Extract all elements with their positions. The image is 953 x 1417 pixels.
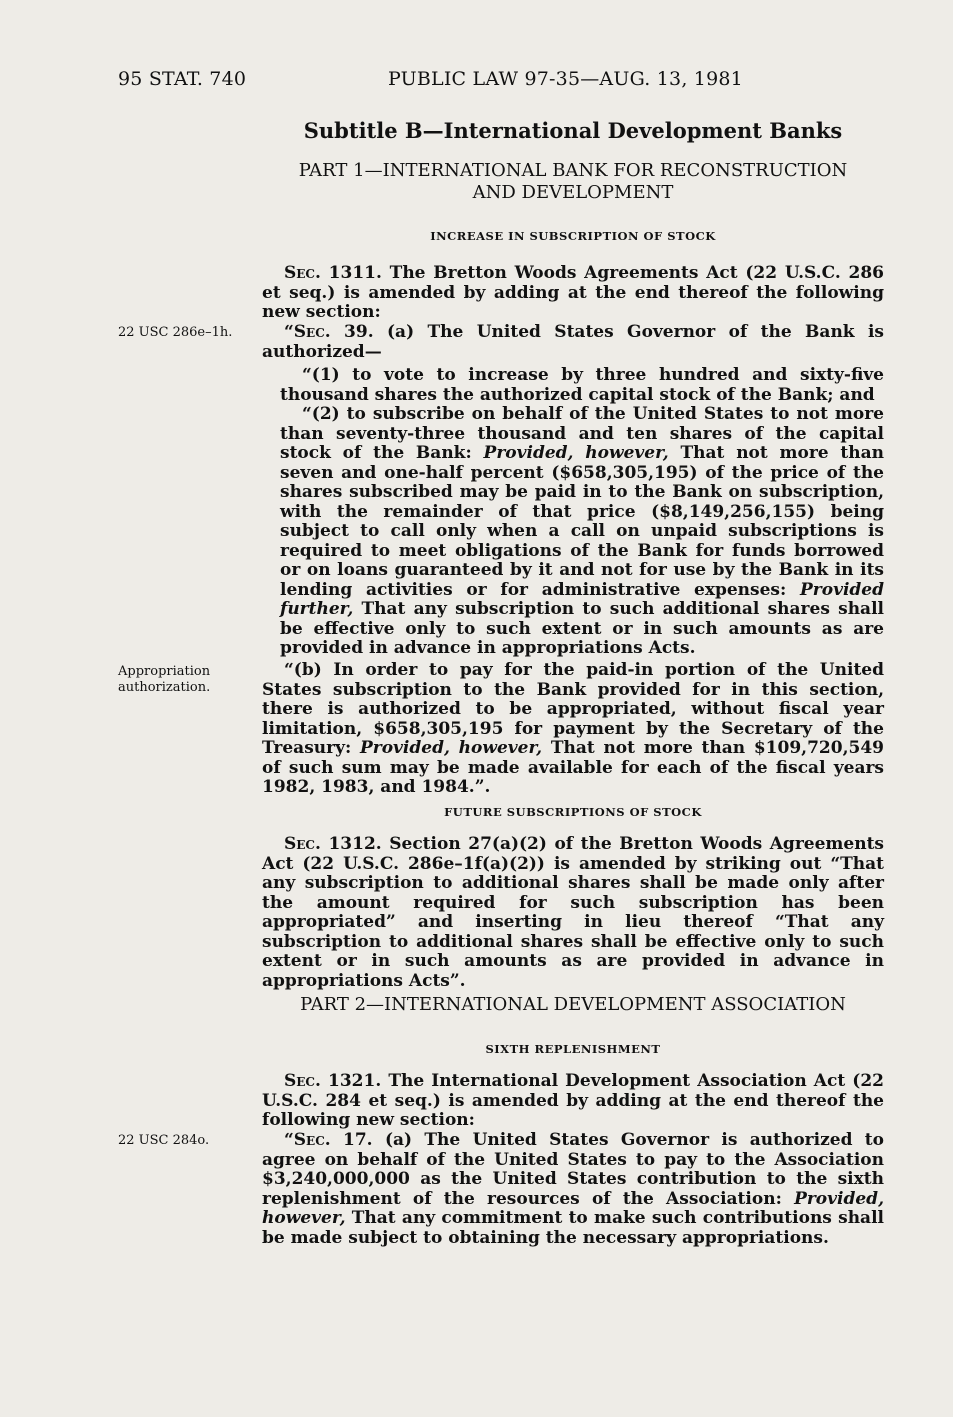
margin-note-line2: authorization. [118,680,211,695]
margin-note-line1: Appropriation [118,664,211,679]
section-caption-future: FUTURE SUBSCRIPTIONS OF STOCK [444,805,702,819]
section-caption-increase: INCREASE IN SUBSCRIPTION OF STOCK [430,229,716,243]
part1-heading-line1: PART 1—INTERNATIONAL BANK FOR RECONSTRUCTION [298,160,848,181]
sec-17-paragraph [262,1131,884,1248]
item-2-proviso-2: Provided further, [280,579,884,619]
sec-1321-paragraph [262,1072,884,1131]
item-2-c: That any subscription to such additional shares shall be effective only to such extent or in such amounts as are provided in advance in appropriations Acts. [280,599,884,658]
item-2 [280,405,884,659]
sec-label: Sec. [284,1071,321,1091]
sec-1311-paragraph [262,264,884,323]
sec-39b-proviso: Provided, however, [359,738,543,758]
part1-heading-line2: AND DEVELOPMENT [472,182,674,203]
sec-1312-text: 1312. Section 27(a)(2) of the Bretton Woods Agreements Act (22 U.S.C. 286e–1f(a)(2)) is amended by striking out “That any subscription to additional shares shall be made only after the amount required for such subscription has been appropriated” and inserting in lieu thereof “That any subscription to additional shares shall be effective only to such extent or in such amounts as are provided in advance in appropriations Acts”. [262,834,884,991]
sec-label: “Sec. [284,322,331,342]
margin-note-usc-286e: 22 USC 286e–1h. [118,325,233,340]
subtitle-heading: Subtitle B—International Development Banks [303,118,843,143]
sec-label: Sec. [284,834,321,854]
sec-17-proviso: Provided, however, [262,1188,884,1228]
sec-39-paragraph [262,323,884,362]
item-1: “(1) to vote to increase by three hundred and sixty-five thousand shares the authorized capital stock of the Bank; and [280,365,884,405]
sec-39b-a: “(b) In order to pay for the paid-in portion of the United States subscription to the Bank provided for in this section, there is authorized to be appropriated, without fiscal year limitation, $658,305,195 for payment by the Secretary of the Treasury: [262,660,884,758]
sec-39-text: 39. (a) The United States Governor of the Bank is authorized— [262,322,884,362]
sec-17-b: That any commitment to make such contributions shall be made subject to obtaining the necessary appropriations. [262,1208,884,1248]
sec-1312-paragraph [262,835,884,991]
item-2-a: “(2) to subscribe on behalf of the United States to not more than seventy-three thousand and ten shares of the capital stock of the Bank: [280,404,884,463]
item-2-b: That not more than seven and one-half percent ($658,305,195) of the price of the shares subscribed may be paid in to the Bank on subscription, with the remainder of that price ($8,149,256,155) being subject to call only when a call on unpaid subscriptions is required to meet obligations of the Bank for funds borrowed or on loans guaranteed by it and not for use by the Bank in its lending activities or for administrative expenses: [280,443,885,600]
item-2-proviso-1: Provided, however, [483,443,669,463]
sec-label: “Sec. [284,1130,331,1150]
part2-heading: PART 2—INTERNATIONAL DEVELOPMENT ASSOCIATION [300,994,846,1015]
sec-17-a: 17. (a) The United States Governor is authorized to agree on behalf of the United States to pay to the Association $3,240,000,000 as the United States contribution to the sixth replenishment of the resources of the Association: [262,1130,884,1209]
stat-page-number: 95 STAT. 740 [118,68,247,90]
margin-note-appropriation [118,664,210,696]
sec-39-items [262,366,884,659]
sec-39b-paragraph [262,661,884,798]
sec-1311-text: 1311. The Bretton Woods Agreements Act (22 U.S.C. 286 et seq.) is amended by adding at the end thereof the following new section: [262,263,884,322]
sec-39b-b: That not more than $109,720,549 of such sum may be made available for each of the fiscal years 1982, 1983, and 1984.”. [262,738,884,797]
sec-1321-text: 1321. The International Development Association Act (22 U.S.C. 284 et seq.) is amended by adding at the end thereof the following new section: [262,1071,884,1130]
running-header: PUBLIC LAW 97-35—AUG. 13, 1981 [388,68,743,90]
sec-label: Sec. [284,263,321,283]
section-caption-sixth: SIXTH REPLENISHMENT [485,1042,661,1056]
part1-heading [262,160,884,204]
margin-note-usc-284o: 22 USC 284o. [118,1133,210,1148]
